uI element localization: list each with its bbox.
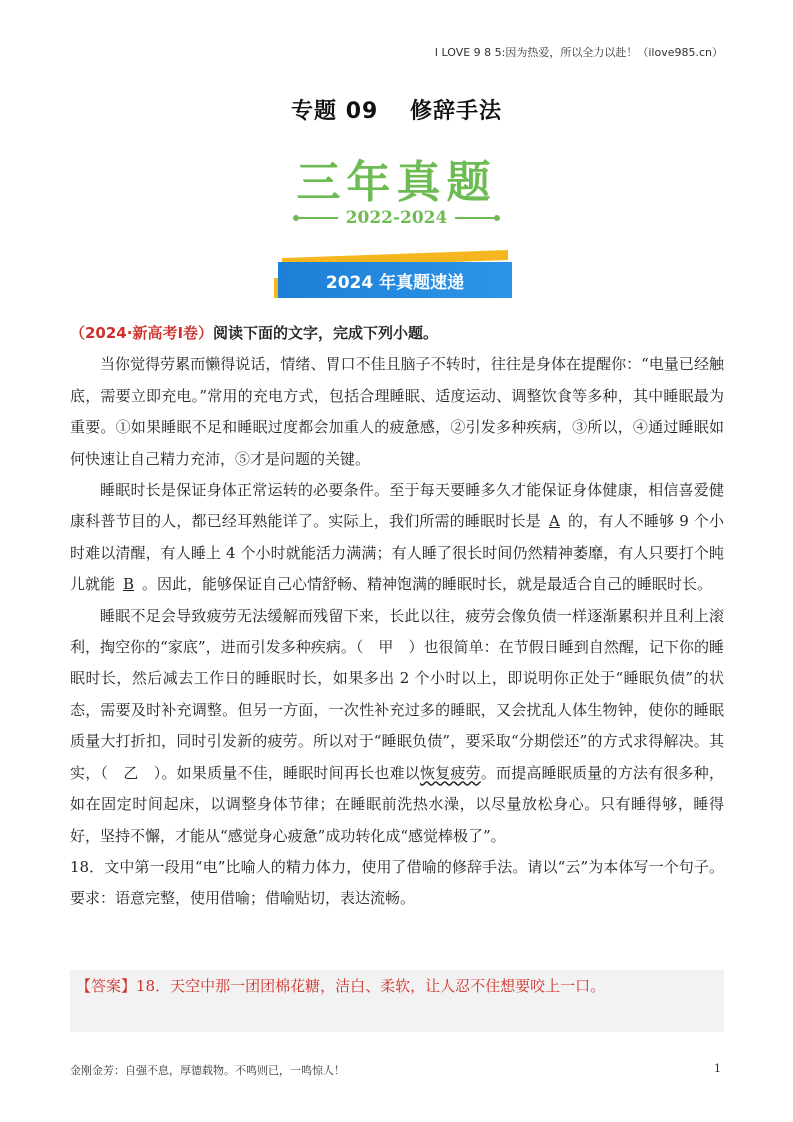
banner-label: 2024 年真题速递 <box>278 262 512 298</box>
question-18: 18．文中第一段用“电”比喻人的精力体力，使用了借喻的修辞手法。请以“云”为本体写一个句子。要求：语意完整，使用借喻；借喻贴切，表达流畅。 <box>70 857 724 908</box>
paragraph-2-part-b: 的，有人不睡够 9 个小时难以清醒，有人睡上 4 个小时就能活力满满；有人睡了很长时间仍然精神萎靡，有人只要打个盹儿就能 <box>70 512 724 594</box>
footer-motto: 金刚金芳：自强不息，厚德载物。不鸣则已，一鸣惊人！ <box>70 1064 345 1077</box>
passage-paragraph-1: 当你觉得劳累而懒得说话，情绪、胃口不佳且脑子不转时，往往是身体在提醒你：“电量已经触底，需要立即充电。”常用的充电方式，包括合理睡眠、适度运动、调整饮食等多种，其中睡眠最为重要。①如果睡眠不足和睡眠过度都会加重人的疲惫感，②引发多种疾病，③所以，④通过睡眠如何快速让自己精力充沛，⑤才是问题的关键。 <box>70 355 724 468</box>
wavy-underlined-phrase: 恢复疲劳 <box>420 763 481 782</box>
paragraph-2-part-c: 。因此，能够保证自己心情舒畅、精神饱满的睡眠时长，就是最适合自己的睡眠时长。 <box>142 575 713 594</box>
question-intro <box>70 318 724 349</box>
header-note: I LOVE 9 8 5:因为热爱，所以全力以赴！（ilove985.cn） <box>434 46 723 59</box>
page-title: 专题 09 修辞手法 <box>291 99 502 124</box>
left-dash-decoration <box>296 217 338 219</box>
blank-a: A <box>548 512 560 531</box>
passage-paragraph-3 <box>70 601 724 852</box>
blank-b: B <box>123 575 135 594</box>
question-instruction: 阅读下面的文字，完成下列小题。 <box>213 324 439 342</box>
big-title: 三年真题 <box>296 157 497 208</box>
right-dash-decoration <box>455 217 497 219</box>
section-banner <box>278 254 512 300</box>
year-range <box>0 208 793 228</box>
year-range-text: 2022-2024 <box>345 208 448 228</box>
question-source: （2024·新高考Ⅰ卷） <box>70 324 214 342</box>
paragraph-3-part-a: 睡眠不足会导致疲劳无法缓解而残留下来，长此以往，疲劳会像负债一样逐渐累积并且利上滚利，掏空你的“家底”，进而引发多种疾病。（ 甲 ）也很简单：在节假日睡到自然醒，记下你的睡眠时长，然后减去工作日的睡眠时长，如果多出 2 个小时以上，即说明你正处于“睡眠负债”的状态，需要及时补充调整。但另一方面，一次性补充过多的睡眠，又会扰乱人体生物钟，使你的睡眠质量大打折扣，同时引发新的疲劳。所以对于“睡眠负债”，要采取“分期偿还”的方式求得解决。其实，（ 乙 ）。如果质量不佳，睡眠时间再长也难以 <box>70 606 724 782</box>
page-number: 1 <box>714 1062 721 1075</box>
question-content <box>70 318 724 915</box>
answer-box <box>70 970 724 1032</box>
answer-text: 【答案】18．天空中那一团团棉花糖，洁白、柔软，让人忍不住想要咬上一口。 <box>76 977 606 995</box>
passage-paragraph-2 <box>70 475 724 601</box>
paragraph-2-part-a: 睡眠时长是保证身体正常运转的必要条件。至于每天要睡多久才能保证身体健康，相信喜爱健康科普节目的人，都已经耳熟能详了。实际上，我们所需的睡眠时长是 <box>70 481 724 531</box>
paragraph-3-part-b: 。而提高睡眠质量的方法有很多种，如在固定时间起床，以调整身体节律；在睡眠前洗热水澡，以尽量放松身心。只有睡得够，睡得好，坚持不懈，才能从“感觉身心疲惫”成功转化成“感觉棒极了”。 <box>70 763 724 845</box>
